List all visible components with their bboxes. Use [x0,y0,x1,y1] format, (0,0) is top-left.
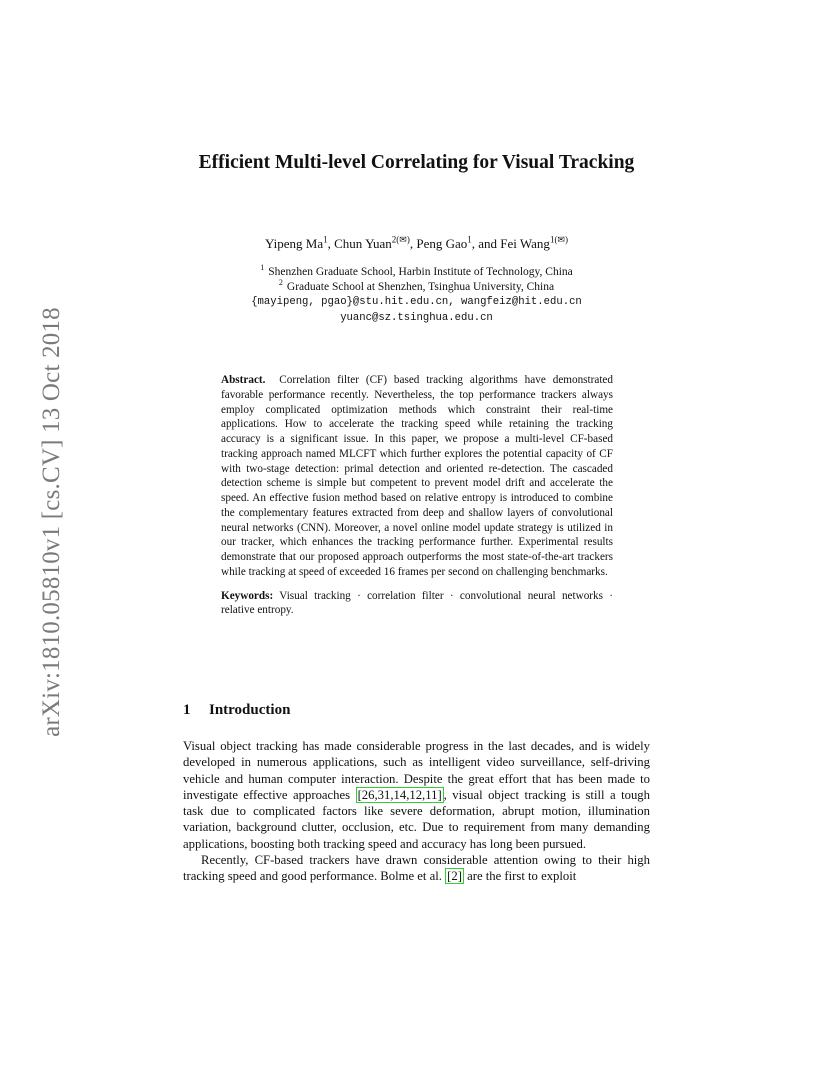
author-affil-mark: 1 [323,234,328,245]
section-heading [183,700,290,720]
author-separator: , [327,236,335,251]
author-affil-mark: 1 [467,234,472,245]
abstract-paragraph [221,373,613,580]
affiliation-line [183,280,650,295]
paper-title: Efficient Multi-level Correlating for Visual Tracking [198,152,635,173]
abstract-text: Correlation filter (CF) based tracking algorithms have demonstrated favorable performance recently. Nevertheless, the top performance trackers always employ complicated optimization methods which constraint their real-time applications. How to accelerate the tracking speed while retaining the tracking accuracy is a significant issue. In this paper, we propose a multi-level CF-based tracking approach named MLCFT which further explores the potential capacity of CF with two-stage detection: primal detection and oriented re-detection. The cascaded detection scheme is simple but competent to prevent model drift and accelerate the speed. An effective fusion method based on relative entropy is introduced to combine the complementary features extracted from deep and shallow layers of convolutional neural networks (CNN). Moreover, a novel online model update strategy is utilized in our tracker, which enhances the tracking performance further. Experimental results demonstrate that our proposed approach outperforms the most state-of-the-art trackers while tracking at speed of exceeded 16 frames per second on challenging benchmarks. [221,374,613,578]
author-affil-mark: 1(✉) [549,234,568,245]
affiliation-text: Shenzhen Graduate School, Harbin Institute of Technology, China [268,266,573,278]
body-text [183,738,650,884]
author-name: Peng Gao [416,236,468,251]
email-line: {mayipeng, pgao}@stu.hit.edu.cn, wangfeiz@hit.edu.cn [251,296,582,309]
paragraph-text: are the first to exploit [463,869,577,883]
abstract-label: Abstract. [221,374,266,386]
keywords-text: Visual tracking · correlation filter · convolutional neural networks · relative entropy. [221,589,613,617]
citation-link[interactable]: [26,31,14,12,11] [357,787,442,802]
affiliation-text: Graduate School at Shenzhen, Tsinghua University, China [286,281,555,294]
body-paragraph [183,738,650,852]
affiliation-line [183,265,650,280]
author-name: Yipeng Ma [265,236,324,251]
affiliation-mark: 1 [260,263,265,273]
keywords-label: Keywords: [221,589,274,602]
email-line: yuanc@sz.tsinghua.edu.cn [340,311,493,324]
body-paragraph [183,852,650,885]
section-number: 1 [183,702,191,718]
section-title: Introduction [209,702,291,718]
keywords [221,589,613,619]
author-name: Chun Yuan [334,236,392,251]
paragraph-text: , visual object tracking is still a tough task due to complicated factors like severe deformation, abrupt motion, illumination variation, background clutter, occlusion, etc. Due to requirement from many demanding applications, boosting both tracking speed and accuracy has long been pursued. [183,787,650,851]
affiliation-mark: 2 [278,278,283,288]
author-list [183,235,650,253]
author-separator: , [409,236,417,251]
paragraph-text: Recently, CF-based trackers have drawn considerable attention owing to their high tracking speed and good performance. Bolme et al. [183,852,650,883]
author-name: Fei Wang [500,236,550,251]
paragraph-text: Visual object tracking has made considerable progress in the last decades, and is widely developed in numerous applications, such as intelligent video surveillance, self-driving vehicle and human computer interaction. Despite the great effort that has been made to investigate effective approaches [183,739,650,802]
author-separator: , and [471,236,501,251]
affiliations [183,265,650,326]
citation-link[interactable]: [2] [447,869,462,883]
arxiv-stamp-text: arXiv:1810.05810v1 [cs.CV] 13 Oct 2018 [38,307,65,737]
author-affil-mark: 2(✉) [391,234,410,245]
abstract [221,373,613,618]
